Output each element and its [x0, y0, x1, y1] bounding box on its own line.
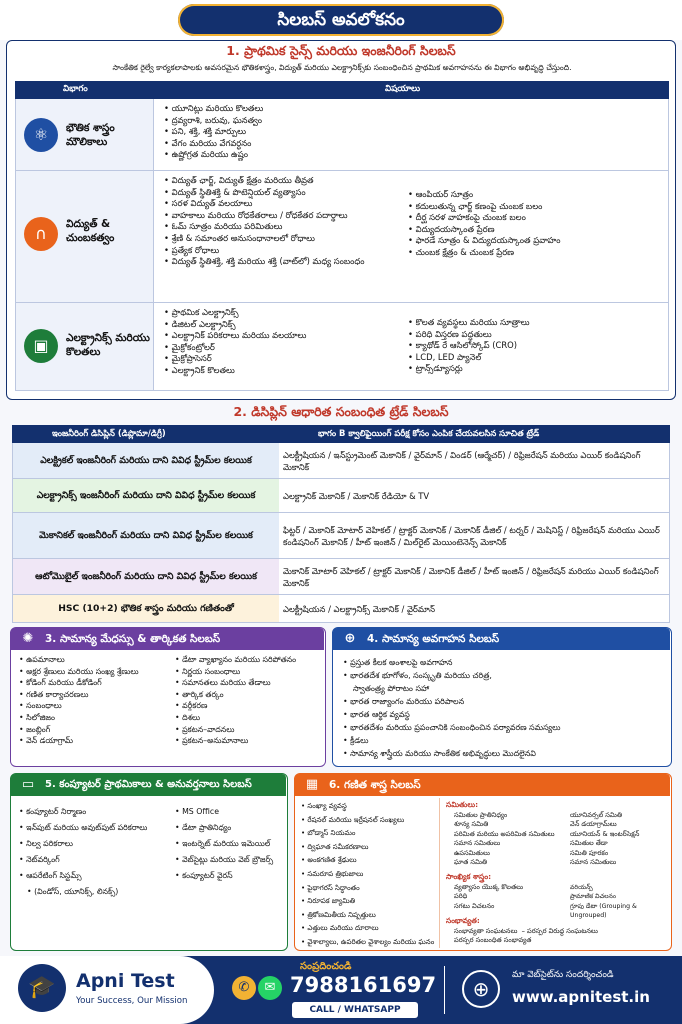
list-item: • సమానతలు మరియు తేడాలు	[175, 677, 323, 689]
list-item: • వేగం మరియు వేగవర్ధనం	[164, 138, 664, 150]
list-item: స్వాతంత్ర్య పోరాటం సహా	[353, 684, 430, 693]
list-item: • నిర్ణయ సంబంధాలు	[175, 666, 323, 678]
col-discipline: ఇంజనీరింగ్ డిసిప్లిన్ (డిప్లొమా/డిగ్రీ)	[52, 428, 166, 438]
list-item: • సమరూప త్రిభుజాలు	[301, 868, 437, 882]
stats-list-b	[570, 883, 666, 921]
list-item: ఉపసమితులు	[454, 848, 490, 857]
list-item: సమాన సమితులు	[454, 839, 501, 848]
list-item: • మైక్రోప్రాసెసర్	[164, 353, 400, 365]
discipline-cell: ఎలక్ట్రానిక్స్ ఇంజనీరింగ్ మరియు దాని వివిధ స్ట్రీమ్‌ల కలయిక	[13, 479, 279, 512]
list-item: • ఎత్తులు మరియు దూరాలు	[301, 922, 437, 936]
list-item: సమాన సమితులు	[570, 858, 617, 867]
list-item: • డిజిటల్ ఎలక్ట్రానిక్స్	[164, 319, 400, 331]
list-item: ఘాత సమితి	[454, 858, 488, 867]
list-item: • విద్యుత్ ఛార్జ్, విద్యుత్ క్షేత్రం మరియు తీవ్రత	[164, 175, 400, 187]
list-item: సమితుల తేడా	[570, 839, 608, 848]
list-item: • ఆపరేటింగ్ సిస్టమ్స్	[19, 868, 171, 884]
list-item: • ఎలక్ట్రానిక్ కొలతలు	[164, 365, 400, 377]
footer	[0, 956, 682, 1024]
section-maths	[294, 773, 672, 951]
list-item: • నెట్‌వర్కింగ్	[19, 852, 171, 868]
list-item: • విద్యుత్ స్థితిశక్తి, శక్తి మరియు శక్తి (వాట్‌లో) మధ్య సంబంధం	[164, 256, 400, 268]
section2-table-header	[12, 425, 670, 443]
list-item: యూనివర్సల్ సమితి	[570, 811, 622, 819]
row-physics	[15, 99, 669, 171]
list-item: వ్యత్యాసం యొక్క కొలతలు	[454, 883, 524, 891]
list-item: • పరిధి విస్తరణ పద్ధతులు	[408, 329, 664, 341]
list-item: సమితుల ప్రాతినిధ్యం	[454, 811, 508, 819]
section-general-awareness	[332, 627, 672, 767]
list-item: శూన్య సమితి	[454, 820, 489, 829]
list-item: • సంఖ్యా వ్యవస్థ	[301, 800, 437, 814]
list-item: వెన్ డయాగ్రామ్‌లు	[570, 820, 617, 829]
list-item: • సిలోజిజం	[19, 712, 167, 724]
brand-block	[0, 956, 214, 1024]
phone-number[interactable]: 7988161697	[290, 973, 437, 997]
list-item: సంభావ్యతా సంఘటనలు	[454, 927, 518, 935]
physics-topics	[164, 103, 664, 161]
list-item: • భారత రాజ్యాంగం మరియు పరిపాలన	[343, 695, 667, 708]
stats-title: సాంఖ్యిక శాస్త్రం:	[446, 872, 492, 881]
list-item: • ప్రకటన–అనుమానాలు	[175, 735, 323, 747]
awareness-list	[343, 656, 667, 760]
sets-list-b	[570, 811, 666, 867]
list-item: • పని, శక్తి, శక్తి మార్పులు	[164, 126, 664, 138]
row-label: ఎలక్ట్రానిక్స్ మరియు కొలతలు	[66, 332, 150, 358]
list-item: • విద్యుదయస్కాంత ప్రేరణ	[408, 224, 664, 236]
list-item: • కంప్యూటర్ వైరస్	[175, 868, 287, 884]
list-item: • కదులుతున్న ఛార్జ్ కణంపై చుంబక బలం	[408, 201, 664, 213]
table-row	[12, 559, 670, 595]
list-item: • ప్రకటన–వాదనలు	[175, 724, 323, 736]
list-item: • వెబ్‌సైట్లు మరియు వెబ్ బ్రౌజర్స్	[175, 852, 287, 868]
list-item: • ఓమ్ సూత్రం మరియు పరిమితులు	[164, 221, 400, 233]
list-item: • (విండోస్, యూనిక్స్, లినక్స్)	[19, 884, 171, 900]
list-item: • చుంబక క్షేత్రం & చుంబక ప్రేరణ	[408, 247, 664, 259]
list-item: • ఎలక్ట్రానిక్ పరికరాలు మరియు వలయాలు	[164, 330, 400, 342]
list-item: • అక్షర శ్రేణులు మరియు సంఖ్య శ్రేణులు	[19, 666, 167, 678]
list-item: • డేటా వ్యాఖ్యానం మరియు సరిపోతనం	[175, 654, 323, 666]
list-item: • జంబ్లింగ్	[19, 724, 167, 736]
list-item: • విద్యుత్ స్థితిశక్తి & పొటెన్షియల్ వ్యత్యాసం	[164, 187, 400, 199]
list-item: యూనియన్ & ఇంటర్‌సెక్షన్	[570, 829, 640, 838]
electronics-topics-right	[408, 317, 664, 375]
list-item: • వాహకాలు మరియు రోధకేతరాలు / రోధకేతర పదార్థాలు	[164, 210, 400, 222]
section3-title: 3. సామాన్య మేధస్సు & తార్కికత సిలబస్	[45, 633, 221, 645]
website-link[interactable]: www.apnitest.in	[512, 988, 650, 1006]
list-item: పరిమిత మరియు అపరిమిత సమితులు	[454, 829, 555, 838]
list-item: • దీర్ఘ సరళ వాహకంపై చుంబక బలం	[408, 212, 664, 224]
row-electronics	[15, 303, 669, 391]
trade-cell: మెకానిక్ మోటార్ వెహికల్ / ట్రాక్టర్ మెకానిక్ / మెకానిక్ డీజిల్ / హీట్ ఇంజిన్ / రిఫ్రిజరేషన్ మరియు ఎయిర్ కండిషనింగ్ మెకానిక్	[283, 565, 659, 588]
list-item: సమితి పూరకం	[570, 848, 609, 857]
discipline-cell: ఆటోమొబైల్ ఇంజనీరింగ్ మరియు దాని వివిధ స్ట్రీమ్‌ల కలయిక	[13, 559, 279, 594]
list-item: • శ్రేణి & సమాంతర అనుసంధానాలలో రోధాలు	[164, 233, 400, 245]
list-item: • మైక్రోకంట్రోలర్	[164, 342, 400, 354]
electricity-topics-left	[164, 175, 400, 268]
chip-icon: ▣	[24, 329, 58, 363]
list-item: • పైథాగరస్ సిద్ధాంతం	[301, 882, 437, 896]
list-item: పరస్పర సంబంధిత సంభావ్యత	[454, 936, 532, 945]
list-item: • క్యాథోడ్ రే ఆసిలోస్కోప్ (CRO)	[408, 340, 664, 352]
list-item: గ్రూపు డేటా (Grouping & Ungrouped)	[570, 902, 637, 920]
list-item: సగటు విచలనం	[454, 901, 495, 910]
col-trade: భాగం B క్వాలిఫైయింగ్ పరీక్ష కోసం ఎంపిక చేయవలసిన సూచిత ట్రేడ్	[318, 428, 540, 438]
trade-cell: ఎలక్ట్రీషియన / ఇన్‌స్ట్రుమెంట్ మెకానిక్ / వైర్‌మాన్ / విండర్ (ఆర్మేచర్) / రిఫ్రిజరేషన్ మరియు ఎయిర్ కండిషనింగ్ మెకానిక్	[283, 449, 641, 472]
globe-icon: ⊕	[462, 970, 500, 1008]
brand-name: Apni Test	[76, 970, 175, 992]
list-item: • ఉపమానాలు	[19, 654, 167, 666]
brain-icon: ✺	[22, 631, 34, 646]
list-item: • నిరూపక జ్యామితి	[301, 895, 437, 909]
list-item: • రేషనల్ మరియు ఇర్రేషనల్ సంఖ్యలు	[301, 814, 437, 828]
sets-title: సమితులు:	[446, 800, 479, 809]
section6-heading	[295, 774, 670, 796]
list-item: • నిల్వ పరికరాలు	[19, 836, 171, 852]
page-title: సిలబస్ అవలోకనం	[178, 4, 504, 36]
list-item: • బోడ్మాస్ నియమం	[301, 827, 437, 841]
section2-heading: 2. డిసిప్లిన్ ఆధారిత సంబంధిత ట్రేడ్ సిలబస్	[233, 404, 449, 419]
list-item: • క్రీడలు	[343, 734, 667, 747]
section-basic-science	[6, 40, 676, 400]
calculator-icon: ▦	[305, 777, 319, 792]
sets-list-a	[454, 811, 568, 867]
list-item: • ఫారడే సూత్రం & విద్యుదయస్కాంత ప్రవాహం	[408, 235, 664, 247]
section-computer	[10, 773, 288, 951]
section1-table-header	[15, 81, 669, 99]
call-whatsapp-badge: CALL / WHATSAPP	[292, 1002, 418, 1018]
list-item: పరస్పర విరుద్ధ సంఘటనలు	[527, 927, 598, 935]
list-item: • ద్రవ్యరాశి, బరువు, ఘనత్వం	[164, 115, 664, 127]
row-label: విద్యుత్ & చుంబకత్వం	[66, 218, 115, 244]
list-item: • భారత ఆర్థిక వ్యవస్థ	[343, 708, 667, 721]
list-item: • సామాన్య శాస్త్రీయ మరియు సాంకేతిక అభివృద్ధులు మొదలైనవి	[343, 747, 667, 760]
trade-cell: ఎలక్ట్రానిక్ మెకానిక్ / మెకానిక్ రేడియో & TV	[283, 490, 430, 501]
reasoning-left	[19, 654, 167, 747]
list-item: • కొలత వ్యవస్థలు మరియు సూత్రాలు	[408, 317, 664, 329]
list-item: • యూనిట్లు మరియు కొలతలు	[164, 103, 664, 115]
list-item: • ప్రత్యేక రోధాలు	[164, 245, 400, 257]
section1-heading: 1. ప్రాథమిక సైన్స్ మరియు ఇంజనీరింగ్ సిలబస్	[226, 43, 456, 58]
list-item: • డేటా ప్రాతినిధ్యం	[175, 820, 287, 836]
footer-divider	[444, 966, 445, 1014]
list-item: • తార్కిక తర్కం	[175, 689, 323, 701]
maths-left	[301, 800, 437, 950]
list-item: • ఆంపియర్ సూత్రం	[408, 189, 664, 201]
discipline-cell: మెకానికల్ ఇంజనీరింగ్ మరియు దాని వివిధ స్ట్రీమ్‌ల కలయిక	[13, 513, 279, 558]
list-item: • వైశాల్యాలు, ఉపరితల వైశాల్యం మరియు ఘనం	[301, 936, 437, 950]
whatsapp-icon: ✉	[258, 976, 282, 1000]
col-area: విభాగం	[63, 84, 88, 94]
section-reasoning	[10, 627, 326, 767]
list-item: పరిధి	[454, 892, 468, 901]
brand-tagline: Your Success, Our Mission	[76, 996, 188, 1006]
globe-icon: ⊕	[344, 631, 356, 646]
list-item: వరియన్స్	[570, 884, 593, 891]
list-item: • త్రికోణమితీయ నిష్పత్తులు	[301, 909, 437, 923]
graduation-cap-icon: 🎓	[18, 964, 66, 1012]
list-item: • ఇన్‌పుట్ మరియు అవుట్‌పుట్ పరికరాలు	[19, 820, 171, 836]
row-electricity	[15, 171, 669, 303]
table-row	[12, 513, 670, 559]
list-item: • గణిత కార్యాచరణలు	[19, 689, 167, 701]
list-item: • వెన్ డయాగ్రామ్	[19, 735, 167, 747]
probability-list: సంభావ్యతా సంఘటనలు – పరస్పర విరుద్ధ సంఘటనలు పరస్పర సంబంధిత సంభావ్యత	[454, 927, 664, 946]
monitor-icon: ▭	[21, 777, 35, 792]
section5-title: 5. కంప్యూటర్ ప్రాథమికాలు & అనువర్తనాలు సిలబస్	[45, 779, 252, 790]
list-item: • ఉష్ణోగ్రత మరియు ఉష్ణం	[164, 149, 664, 161]
list-item: • ఇంటర్నెట్ మరియు ఇమెయిల్	[175, 836, 287, 852]
list-item: • భారతదేశం మరియు ప్రపంచానికి సంబంధించిన పర్యావరణ సమస్యలు	[343, 721, 667, 734]
table-row	[12, 595, 670, 623]
computer-left	[19, 804, 171, 900]
section6-title: 6. గణిత శాస్త్ర సిలబస్	[329, 779, 421, 791]
list-item: • అంకగణిత శ్రేఢులు	[301, 854, 437, 868]
list-item: • సరళ విద్యుత్ వలయాలు	[164, 198, 400, 210]
list-item: • ట్రాన్స్‌డ్యూసర్లు	[408, 363, 664, 375]
magnet-icon: ∩	[24, 217, 58, 251]
trade-cell: ఎలక్ట్రీషియన / ఎలక్ట్రానిక్స్ మెకానిక్ / వైర్‌మాన్	[283, 603, 436, 614]
section4-title: 4. సామాన్య అవగాహన సిలబస్	[367, 633, 500, 645]
reasoning-right	[175, 654, 323, 747]
electronics-topics-left	[164, 307, 400, 377]
table-row	[12, 479, 670, 513]
list-item: • కంప్యూటర్ నిర్మాణం	[19, 804, 171, 820]
phone-icon: ✆	[232, 976, 256, 1000]
discipline-cell: HSC (10+2) భౌతిక శాస్త్రం మరియు గణితంతో	[13, 595, 279, 622]
atom-icon: ⚛	[24, 118, 58, 152]
list-item: • MS Office	[175, 804, 287, 820]
table-row	[12, 443, 670, 479]
website-label: మా వెబ్‌సైట్‌ను సందర్శించండి	[512, 970, 614, 980]
section4-heading	[333, 628, 670, 650]
list-item: • ప్రాథమిక ఎలక్ట్రానిక్స్	[164, 307, 400, 319]
list-item: • LCD, LED ప్యానెల్	[408, 352, 664, 364]
maths-right-panel	[439, 798, 667, 948]
title-banner	[0, 0, 682, 40]
probability-title: సంభావ్యత:	[446, 916, 480, 925]
list-item: • కోడింగ్ మరియు డీకోడింగ్	[19, 677, 167, 689]
discipline-cell: ఎలక్ట్రికల్ ఇంజనీరింగ్ మరియు దాని వివిధ స్ట్రీమ్‌ల కలయిక	[13, 443, 279, 478]
list-item: • ప్రస్తుత కీలక అంశాలపై అవగాహన	[343, 656, 667, 669]
section1-description: సాంకేతిక రైల్వే కార్యకలాపాలకు అవసరమైన భౌతికశాస్త్రం, విద్యుత్ మరియు ఎలక్ట్రానిక్స్‌కు సంబంధించిన ప్రాథమిక అవగాహనను ఈ విభాగం అభివృద్ధి చేస్తుంది.	[112, 63, 572, 72]
list-item: • ద్విఘాత సమీకరణాలు	[301, 841, 437, 855]
trade-cell: ఫిట్టర్ / మెకానిక్ మోటార్ వెహికల్ / ట్రాక్టర్ మెకానిక్ / మెకానిక్ డీజిల్ / టర్నర్ / మెషినిస్ట్ / రిఫ్రిజరేషన్ మరియు ఎయిర్ కండిషనింగ్ మెకానిక్ / హీట్ ఇంజిన్ / మిల్‌రైట్ మెయింటెనెన్స్ మెకానిక్	[283, 524, 660, 547]
contact-label: సంప్రదించండి	[300, 961, 352, 972]
row-label: భౌతిక శాస్త్రం మౌలికాలు	[66, 122, 115, 148]
section5-heading	[11, 774, 286, 796]
col-topics: విషయాలు	[385, 84, 421, 94]
list-item: • దిశలు	[175, 712, 323, 724]
computer-right	[175, 804, 287, 884]
list-item: • సంబంధాలు	[19, 700, 167, 712]
list-item: • భారతదేశ భూగోళం, సంస్కృతి మరియు చరిత్ర,	[343, 669, 667, 682]
list-item: ప్రామాణిక విచలనం	[570, 893, 616, 901]
electricity-topics-right	[408, 189, 664, 259]
section3-heading	[11, 628, 324, 650]
list-item: • వర్గీకరణ	[175, 700, 323, 712]
stats-list-a	[454, 883, 568, 911]
